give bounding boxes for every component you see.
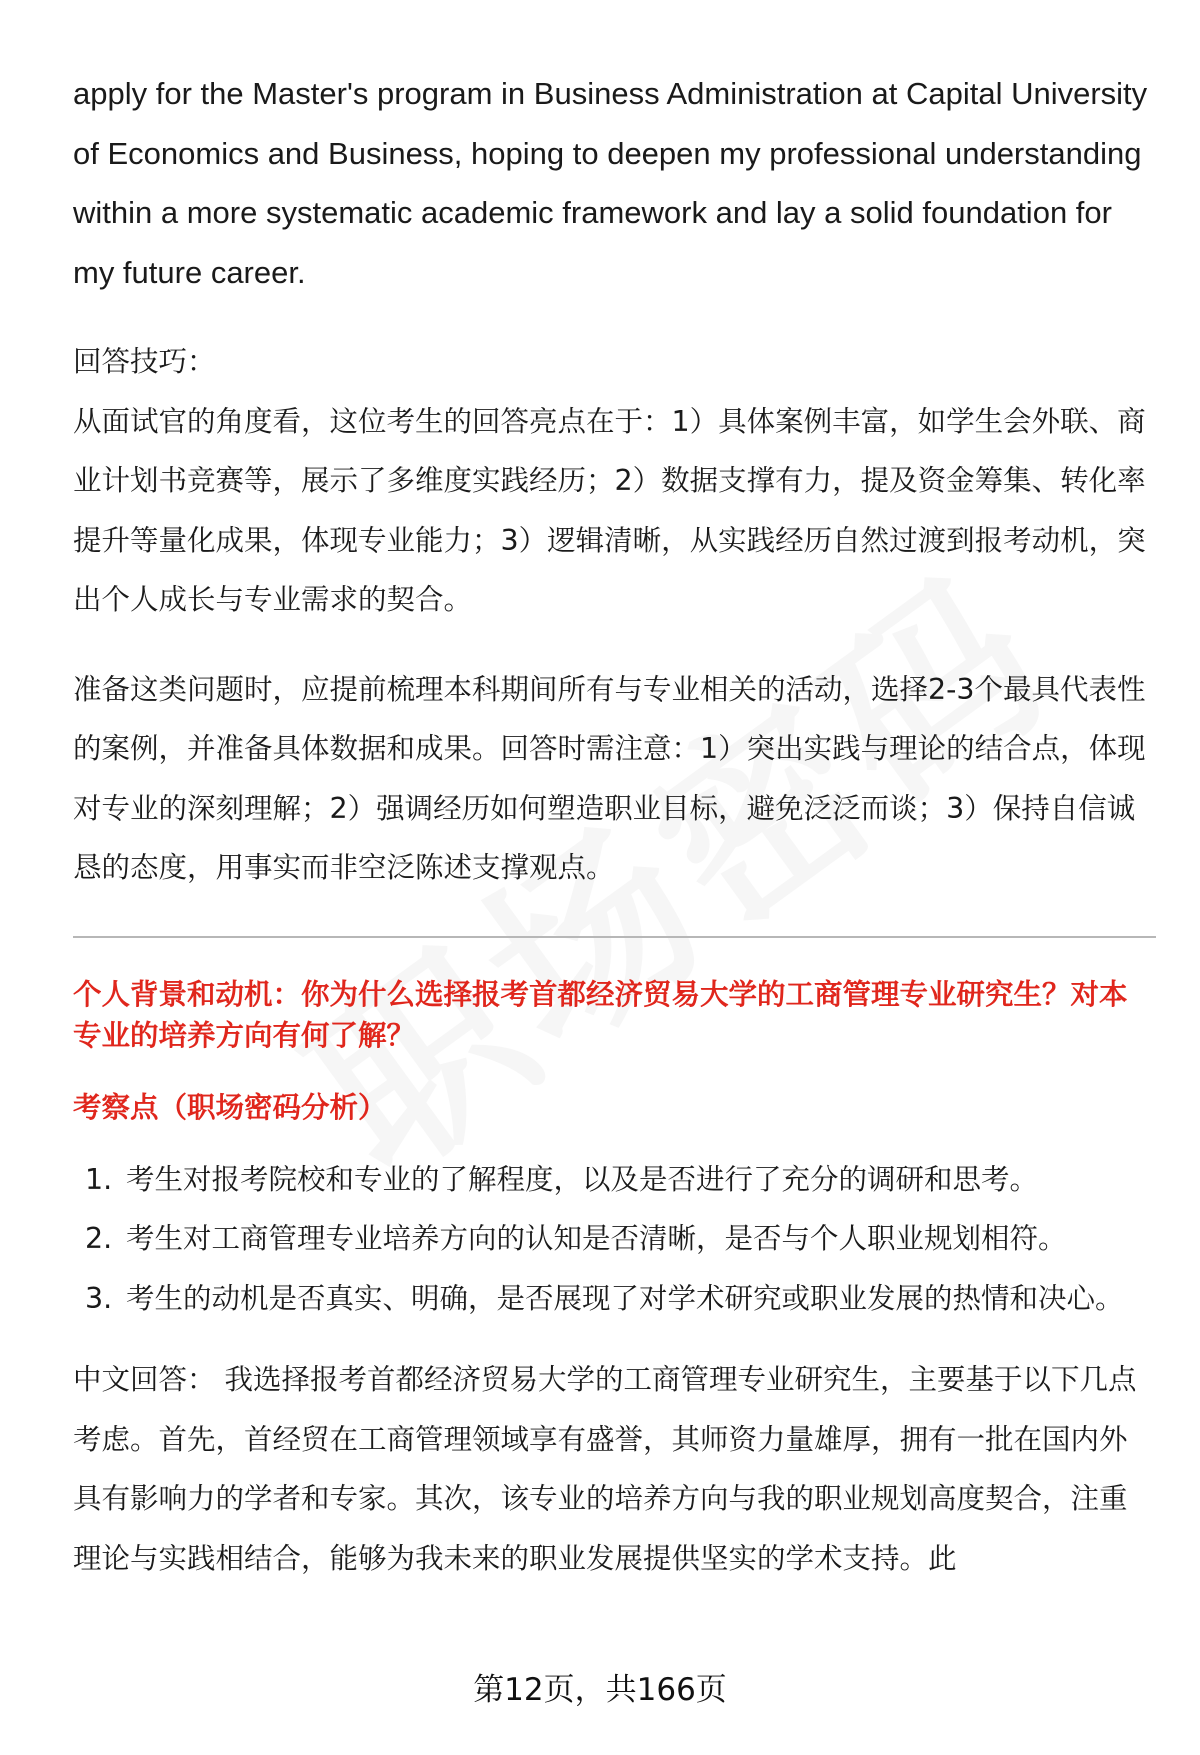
page-number-footer: 第12页，共166页 <box>473 1672 727 1708</box>
list-item-text: 考生对工商管理专业培养方向的认知是否清晰，是否与个人职业规划相符。 <box>126 1222 1067 1255</box>
exam-points-list <box>73 1150 1153 1329</box>
list-item-number: 1. <box>85 1162 113 1196</box>
chinese-answer-paragraph: 中文回答： 我选择报考首都经济贸易大学的工商管理专业研究生，主要基于以下几点考虑。首先，首经贸在工商管理领域享有盛誉，其师资力量雄厚，拥有一批在国内外具有影响力的学者和专家。其次，该专业的培养方向与我的职业规划高度契合，注重理论与实践相结合，能够为我未来的职业发展提供坚实的学术支持。此 <box>73 1363 1137 1575</box>
exam-points-heading: 考察点（职场密码分析） <box>73 1090 387 1124</box>
page-content <box>73 64 1153 1588</box>
section-divider <box>73 936 1156 938</box>
list-item <box>73 1209 1153 1269</box>
list-item-text: 考生的动机是否真实、明确，是否展现了对学术研究或职业发展的热情和决心。 <box>126 1281 1124 1315</box>
question-heading: 个人背景和动机：你为什么选择报考首都经济贸易大学的工商管理专业研究生？对本专业的培养方向有何了解？ <box>73 977 1128 1052</box>
tips-label: 回答技巧： <box>73 345 216 378</box>
list-item-number: 3. <box>85 1281 113 1315</box>
list-item <box>73 1150 1153 1210</box>
list-item-number: 2. <box>85 1222 113 1255</box>
list-item-text: 考生对报考院校和专业的了解程度，以及是否进行了充分的调研和思考。 <box>126 1162 1039 1196</box>
english-answer-paragraph: apply for the Master's program in Business Administration at Capital University of Economics and Business, hoping to deepen my professional understanding within a more systematic academic framework and lay a solid foundation for my future career. <box>73 76 1148 290</box>
tips-paragraph-2: 准备这类问题时，应提前梳理本科期间所有与专业相关的活动，选择2-3个最具代表性的案例，并准备具体数据和成果。回答时需注意：1）突出实践与理论的结合点，体现对专业的深刻理解；2）强调经历如何塑造职业目标，避免泛泛而谈；3）保持自信诚恳的态度，用事实而非空泛陈述支撑观点。 <box>73 672 1146 884</box>
tips-paragraph-1: 从面试官的角度看，这位考生的回答亮点在于：1）具体案例丰富，如学生会外联、商业计划书竞赛等，展示了多维度实践经历；2）数据支撑有力，提及资金筹集、转化率提升等量化成果，体现专业能力；3）逻辑清晰，从实践经历自然过渡到报考动机，突出个人成长与专业需求的契合。 <box>73 404 1146 616</box>
list-item <box>73 1269 1153 1329</box>
